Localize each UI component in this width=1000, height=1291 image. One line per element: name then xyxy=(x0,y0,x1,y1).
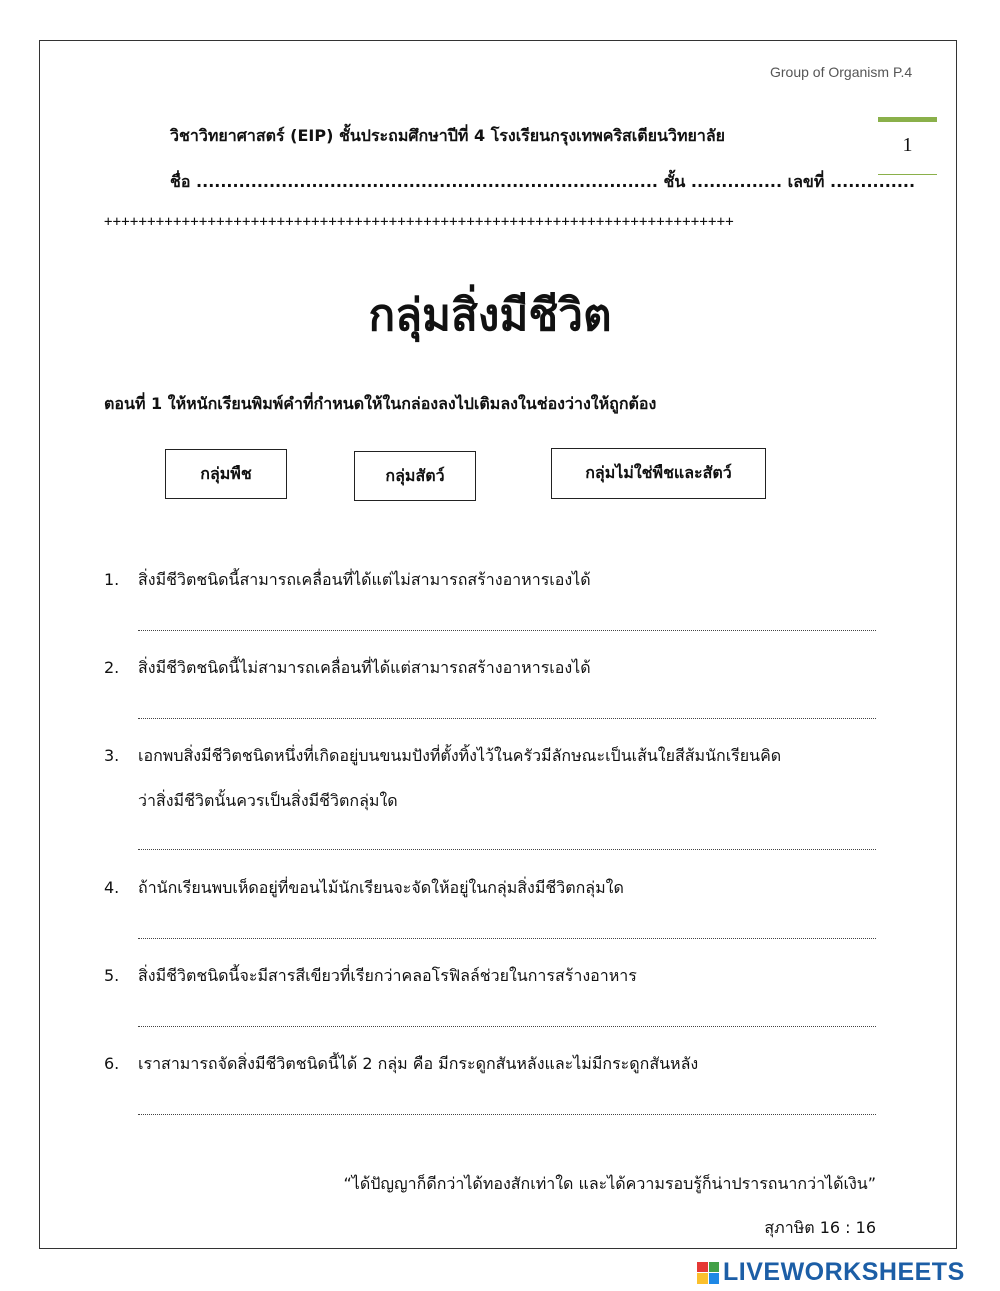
question-number: 6. xyxy=(104,1054,120,1073)
question-text: เอกพบสิ่งมีชีวิตชนิดหนึ่งที่เกิดอยู่บนขนมปังที่ตั้งทิ้งไว้ในครัวมีลักษณะเป็นเส้นใยสีส้มนักเรียนคิด xyxy=(138,746,782,765)
question-4 xyxy=(104,876,624,901)
question-2 xyxy=(104,656,591,681)
proverb-source: สุภาษิต 16 : 16 xyxy=(764,1218,876,1237)
answer-line-4[interactable] xyxy=(138,938,876,939)
separator-line: +++++++++++++++++++++++++++++++++++++++++++++++++++++++++++++++++++++++++ xyxy=(104,214,734,230)
question-number: 5. xyxy=(104,966,120,985)
question-text: สิ่งมีชีวิตชนิดนี้จะมีสารสีเขียวที่เรียกว่าคลอโรฟิลล์ช่วยในการสร้างอาหาร xyxy=(138,966,637,985)
word-box-plants[interactable]: กลุ่มพืช xyxy=(165,449,287,499)
logo-square-l xyxy=(697,1262,708,1273)
word-box-neither[interactable]: กลุ่มไม่ใช่พืชและสัตว์ xyxy=(551,448,766,499)
question-3 xyxy=(104,744,781,769)
page-number: 1 xyxy=(902,134,913,156)
question-text: สิ่งมีชีวิตชนิดนี้สามารถเคลื่อนที่ได้แต่ไม่สามารถสร้างอาหารเองได้ xyxy=(138,570,591,589)
answer-line-3[interactable] xyxy=(138,849,876,850)
question-number: 2. xyxy=(104,658,120,677)
answer-line-6[interactable] xyxy=(138,1114,876,1115)
question-6 xyxy=(104,1052,698,1077)
logo-square-e xyxy=(709,1273,720,1284)
question-number: 1. xyxy=(104,570,120,589)
worksheet-title: กลุ่มสิ่งมีชีวิต xyxy=(368,290,612,341)
question-text: ถ้านักเรียนพบเห็ดอยู่ที่ขอนไม้นักเรียนจะจัดให้อยู่ในกลุ่มสิ่งมีชีวิตกลุ่มใด xyxy=(138,878,624,897)
question-number: 4. xyxy=(104,878,120,897)
question-number: 3. xyxy=(104,746,120,765)
subject-line: วิชาวิทยาศาสตร์ (EIP) ชั้นประถมศึกษาปีที่ 4 โรงเรียนกรุงเทพคริสเตียนวิทยาลัย xyxy=(170,126,726,145)
word-box-animals[interactable]: กลุ่มสัตว์ xyxy=(354,451,476,501)
course-code: Group of Organism P.4 xyxy=(770,64,913,80)
logo-square-v xyxy=(697,1273,708,1284)
logo-square-i xyxy=(709,1262,720,1273)
instruction-text: ตอนที่ 1 ให้หนักเรียนพิมพ์คำที่กำหนดให้ในกล่องลงไปเติมลงในช่องว่างให้ถูกต้อง xyxy=(104,394,657,413)
question-3-continued: ว่าสิ่งมีชีวิตนั้นควรเป็นสิ่งมีชีวิตกลุ่มใด xyxy=(138,791,398,810)
answer-line-1[interactable] xyxy=(138,630,876,631)
answer-line-2[interactable] xyxy=(138,718,876,719)
brand-name: LIVEWORKSHEETS xyxy=(723,1258,965,1286)
proverb-quote: “ได้ปัญญาก็ดีกว่าได้ทองสักเท่าใด และได้ความรอบรู้ก็น่าปรารถนากว่าได้เงิน” xyxy=(343,1174,876,1193)
liveworksheets-logo-icon xyxy=(697,1262,719,1284)
liveworksheets-brand xyxy=(697,1258,965,1287)
question-text: สิ่งมีชีวิตชนิดนี้ไม่สามารถเคลื่อนที่ได้แต่สามารถสร้างอาหารเองได้ xyxy=(138,658,591,677)
student-name-line: ชื่อ ............................................................................ ชั้น ............... เลขที่ .............. xyxy=(170,172,916,191)
question-text: เราสามารถจัดสิ่งมีชีวิตชนิดนี้ได้ 2 กลุ่ม คือ มีกระดูกสันหลังและไม่มีกระดูกสันหลัง xyxy=(138,1054,699,1073)
answer-line-5[interactable] xyxy=(138,1026,876,1027)
question-1 xyxy=(104,568,591,593)
question-5 xyxy=(104,964,637,989)
